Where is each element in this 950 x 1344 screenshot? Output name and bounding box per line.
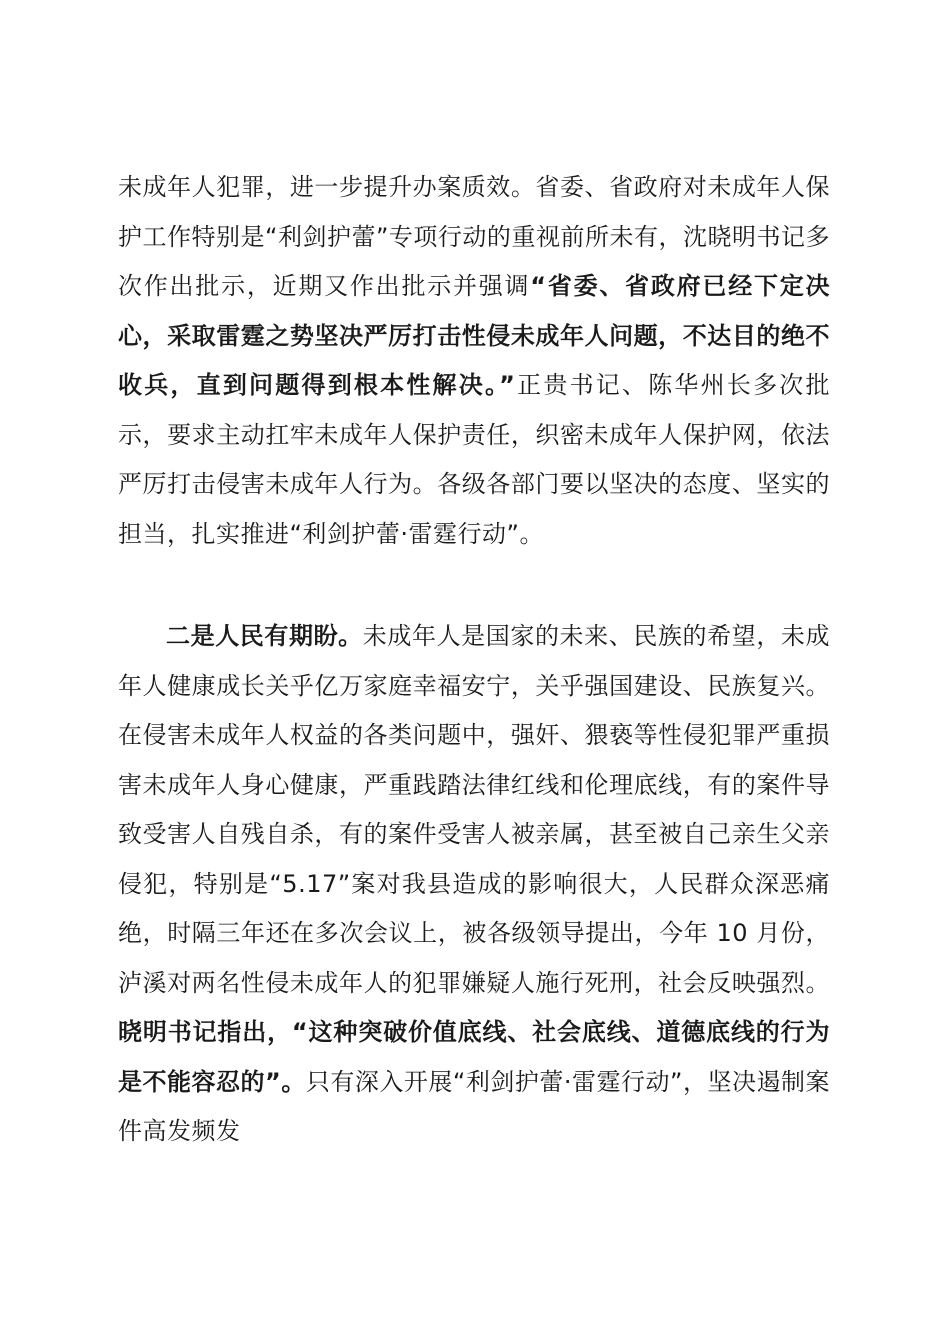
paragraph-1-text-2: 正贵书记、陈华州长多次批示，要求主动扛牢未成年人保护责任，织密未成年人保护网，依法严厉打击侵害未成年人行为。各级各部门要以坚决的态度、坚实的担当，扎实推进“利剑护蕾·雷霆行动”。 [118,371,830,548]
paragraph-2-text-1: 未成年人是国家的未来、民族的希望，未成年人健康成长关乎亿万家庭幸福安宁，关乎强国建设、民族复兴。在侵害未成年人权益的各类问题中，强奸、猥亵等性侵犯罪严重损害未成年人身心健康，严重践踏法律红线和伦理底线，有的案件导致受害人自残自杀，有的案件受害人被亲属，甚至被自己亲生父亲侵犯，特别是“5.17”案对我县造成的影响很大，人民群众深恶痛绝，时隔三年还在多次会议上，被各级领导提出，今年 10 月份，泸溪对两名性侵未成年人的犯罪嫌疑人施行死刑，社会反映强烈。 [118,622,831,997]
paragraph-1-text-1: 未成年人犯罪，进一步提升办案质效。省委、省政府对未成年人保护工作特别是“利剑护蕾”专项行动的重视前所未有，沈晓明书记多次作出批示，近期又作出批示并强调 [118,173,830,300]
paragraph-2-quote-bold: 晓明书记指出，“这种突破价值底线、社会底线、道德底线的行为是不能容忍的”。 [118,1018,830,1096]
paragraph-2-heading-bold: 二是人民有期盼。 [166,622,363,650]
paragraph-1-quote-bold: “省委、省政府已经下定决心，采取雷霆之势坚决严厉打击性侵未成年人问题，不达目的绝不收兵，直到问题得到根本性解决。” [118,272,830,399]
paragraph-1 [118,163,830,559]
paragraph-2-text-2: 只有深入开展“利剑护蕾·雷霆行动”，坚决遏制案件高发频发 [118,1067,830,1145]
paragraph-2 [118,612,830,1157]
